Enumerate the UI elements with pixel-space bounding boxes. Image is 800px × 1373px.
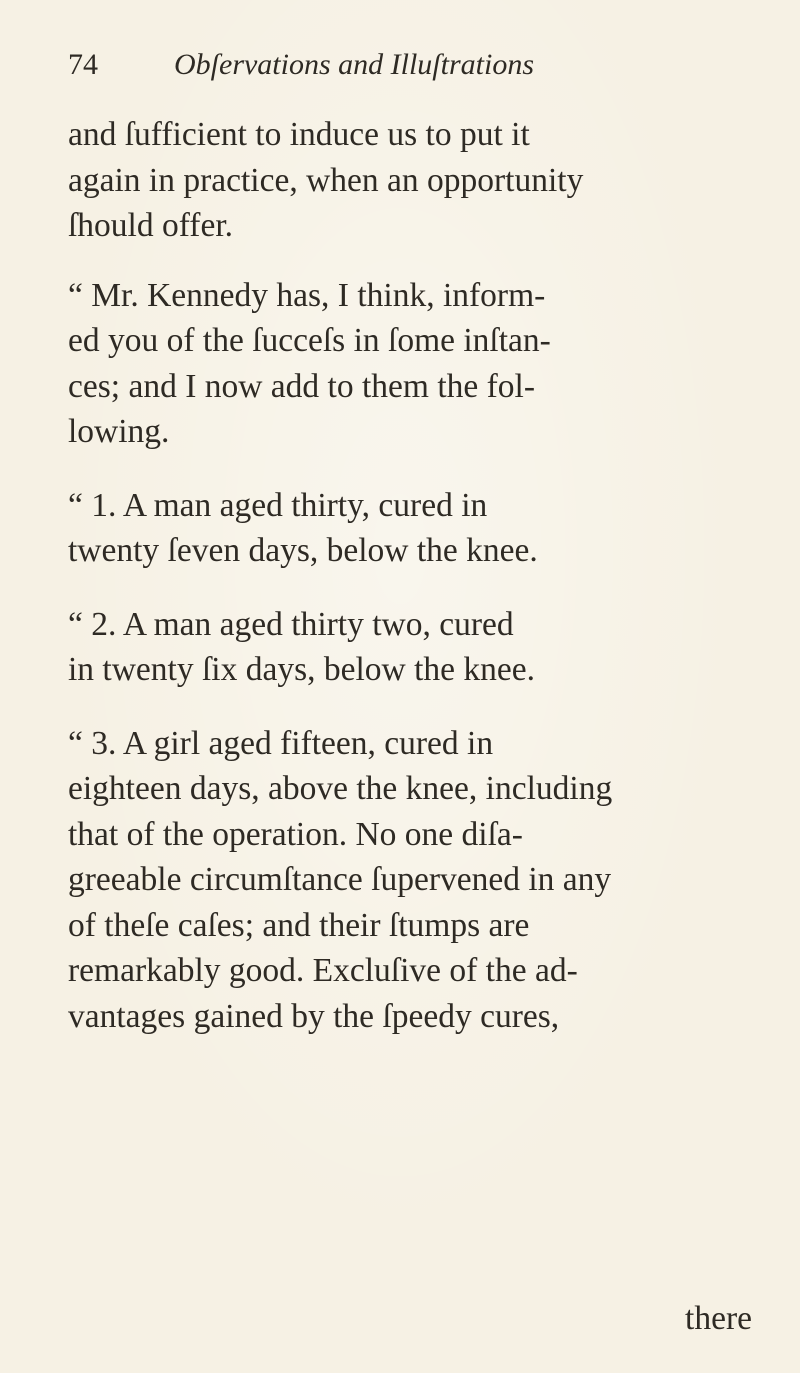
text-line: remarkably good. Excluſive of the ad- <box>68 952 578 989</box>
text-line: of theſe caſes; and their ſtumps are <box>68 906 530 944</box>
text-line: twenty ſeven days, below the knee. <box>68 532 538 569</box>
page-number: 74 <box>68 48 98 81</box>
running-title: Obſervations and Illuſtrations <box>174 48 534 81</box>
text-line: eighteen days, above the knee, including <box>68 770 613 807</box>
text-line: ſhould offer. <box>68 207 233 244</box>
text-line: lowing. <box>68 413 170 450</box>
paragraph-case-2 <box>68 602 754 693</box>
text-line: “ 2. A man aged thirty two, cured <box>68 605 514 643</box>
catchword: there <box>685 1300 752 1337</box>
text-line: vantages gained by the ſpeedy cures, <box>68 997 560 1035</box>
text-line: again in practice, when an opportunity <box>68 161 584 199</box>
text-line: greeable circumſtance ſupervened in any <box>68 861 612 898</box>
text-line: that of the operation. No one diſa- <box>68 815 523 853</box>
page-header <box>68 40 748 90</box>
text-line: “ 3. A girl aged fifteen, cured in <box>68 724 494 762</box>
paragraph-case-1 <box>68 483 754 574</box>
text-line: “ Mr. Kennedy has, I think, inform- <box>68 276 546 314</box>
paragraph-kennedy <box>68 273 754 455</box>
paragraph-continuation <box>68 112 754 249</box>
text-line: and ſufficient to induce us to put it <box>68 116 530 153</box>
text-line: in twenty ſix days, below the knee. <box>68 651 536 688</box>
text-line: “ 1. A man aged thirty, cured in <box>68 486 488 524</box>
text-line: ces; and I now add to them the fol- <box>68 367 536 405</box>
paragraph-case-3 <box>68 721 754 1040</box>
text-line: ed you of the ſucceſs in ſome inſtan- <box>68 322 551 359</box>
body-text <box>68 112 754 1039</box>
